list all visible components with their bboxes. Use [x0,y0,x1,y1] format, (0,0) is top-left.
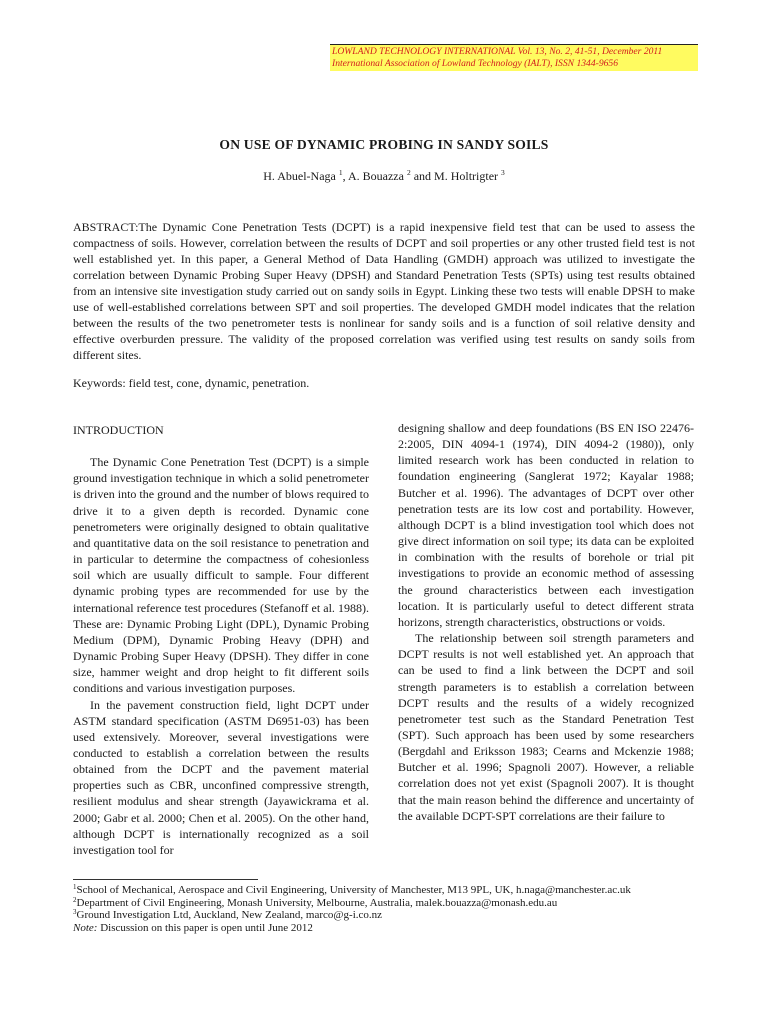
affiliation-mark: 3 [501,168,505,177]
note-text: Discussion on this paper is open until June 2012 [97,921,313,934]
footnote-text: Ground Investigation Ltd, Auckland, New Zealand, marco@g-i.co.nz [76,909,383,922]
paragraph: The Dynamic Cone Penetration Test (DCPT) is a simple ground investigation technique in which a solid penetrometer is driven into the ground and the number of blows required to drive it to a given depth is recorded. Dynamic cone penetrometers were originally designed to obtain qualitative and quantitative data on the soil resistance to penetration and in particular to determine the compactness of cohesionless soil which are usually difficult to sample. Four different dynamic probing types are recommended for use by the international reference test procedures (Stefanoff et al. 1988). These are: Dynamic Probing Light (DPL), Dynamic Probing Medium (DPM), Dynamic Probing Heavy (DPH) and Dynamic Probing Super Heavy (DPSH). They differ in cone size, hammer weight and drop height to fit different soils conditions and various investigation purposes. [73,455,369,696]
discussion-note [73,922,713,935]
journal-citation: LOWLAND TECHNOLOGY INTERNATIONAL Vol. 13, No. 2, 41-51, December 2011 [332,46,663,57]
right-column [398,420,694,824]
paragraph: designing shallow and deep foundations (BS EN ISO 22476-2:2005, DIN 4094-1 (1974), DIN 4094-2 (1980)), only limited research work has been conducted in relation to foundation engineering (Sanglerat 1972; Kayalar 1988; Butcher et al. 1996). The advantages of DCPT over other penetration tests are its low cost and portability. However, although DCPT is a blind investigation tool which does not give direct information on soil type; its data can be exploited in combination with the results of borehole or trial pit investigations to provide an economic method of assessing the ground characteristics between each investigation location. It is particularly useful to detect different strata horizons, strength characteristics, obstructions or voids. [398,421,694,629]
journal-publisher: International Association of Lowland Technology (IALT), ISSN 1344-9656 [332,58,619,69]
footnote-mark: 3 [73,908,77,917]
author-name: A. Bouazza [347,169,407,183]
keywords: Keywords: field test, cone, dynamic, penetration. [73,376,310,390]
left-column [73,422,369,858]
author-separator: and [410,169,435,183]
footnote-text: School of Mechanical, Aerospace and Civil Engineering, University of Manchester, M13 9PL, UK, h.naga@manchester.ac.uk [76,884,631,896]
journal-header [330,44,698,71]
section-heading-introduction: INTRODUCTION [73,423,164,437]
paper-title: ON USE OF DYNAMIC PROBING IN SANDY SOILS [219,137,549,152]
paragraph: In the pavement construction field, light DCPT under ASTM standard specification (ASTM D6951-03) has been used extensively. Moreover, several investigations were conducted to establish a correlation between the results obtained from the DCPT and the pavement material properties such as CBR, unconfined compressive strength, resilient modulus and shear strength (Jayawickrama et al. 2000; Gabr et al. 2000; Chen et al. 2005). On the other hand, although DCPT is internationally recognized as a soil investigation tool for [73,697,369,857]
author-separator: , [342,169,348,183]
affiliation-mark: 2 [406,168,411,177]
affiliation-mark: 1 [338,168,343,177]
footnote-mark: 1 [73,883,77,891]
footnote-divider [73,879,258,880]
author-name: H. Abuel-Naga [263,169,339,183]
paragraph: The relationship between soil strength parameters and DCPT results is not well established yet. An approach that can be used to find a link between the DCPT and soil strength parameters is to establish a correlation between DCPT results and the results of a widely recognized penetrometer test such as the Standard Penetration Test (SPT). Such approach has been used by some researchers (Bergdahl and Eriksson 1983; Cearns and Mckenzie 1988; Butcher et al. 1996; Spagnoli 2007). However, a reliable correlation does not yet exist (Spagnoli 2007). It is thought that the main reason behind the difference and uncertainty of the available DCPT-SPT correlations are their failure to [398,631,694,823]
footnote-text: Department of Civil Engineering, Monash University, Melbourne, Australia, malek.bouazza@monash.edu.au [76,896,558,909]
author-name: M. Holtrigter [434,169,502,183]
footnote [73,909,713,922]
abstract: ABSTRACT:The Dynamic Cone Penetration Tests (DCPT) is a rapid inexpensive field test that can be used to assess the compactness of soils. However, correlation between the results of DCPT and soil properties or any other trusted field test is not well established yet. In this paper, a General Method of Data Handling (GMDH) approach was utilized to investigate the correlation between Dynamic Probing Super Heavy (DPSH) and Standard Penetration Tests (SPTs) using test results obtained from an intensive site investigation study carried out on sandy soils in Egypt. Linking these two tests will enable DPSH to make use of well-established correlations between SPT and soil properties. The developed GMDH model indicates that the relation between the results of the two penetrometer tests is nonlinear for sandy soils and is a function of soil relative density and effective overburden pressure. The validity of the proposed correlation was verified using test results on sandy soils from different sites. [73,220,695,362]
note-label: Note: [73,921,98,934]
footnote [73,897,713,910]
author-list [0,169,768,184]
footnote-mark: 2 [73,895,77,904]
footnotes [73,884,713,934]
footnote [73,884,713,897]
